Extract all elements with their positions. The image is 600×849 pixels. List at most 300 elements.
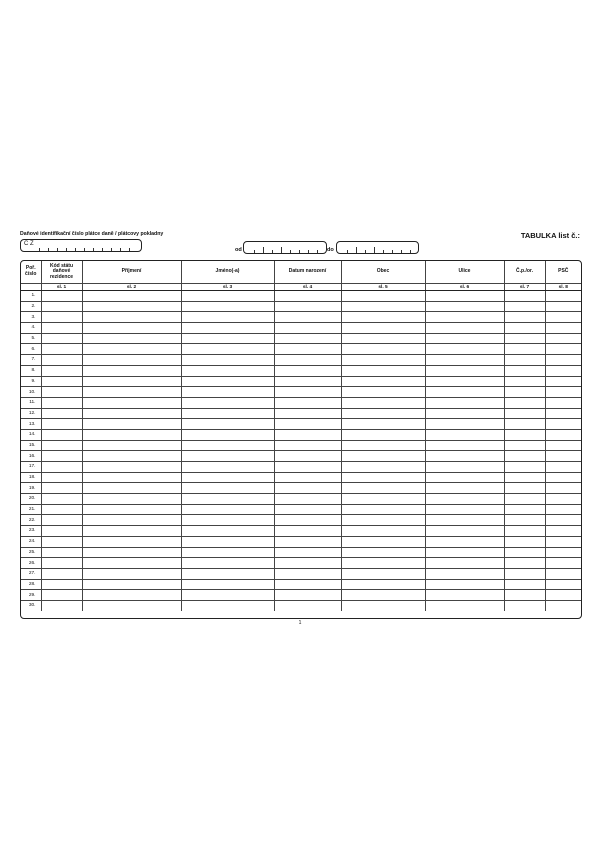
table-cell[interactable] [425,376,504,387]
table-cell[interactable] [504,451,545,462]
table-cell[interactable] [341,451,425,462]
table-cell[interactable] [41,451,82,462]
table-cell[interactable] [425,526,504,537]
table-cell[interactable] [181,301,274,312]
table-row [21,365,581,376]
table-cell[interactable] [341,429,425,440]
table-cell[interactable] [545,333,581,344]
table-cell[interactable] [425,536,504,547]
table-cell[interactable] [181,515,274,526]
table-cell[interactable] [425,547,504,558]
table-cell[interactable] [341,397,425,408]
table-cell[interactable] [425,323,504,334]
table-cell[interactable] [545,536,581,547]
table-cell[interactable] [82,312,181,323]
table-cell[interactable] [425,494,504,505]
table-cell[interactable] [545,344,581,355]
table-cell[interactable] [82,291,181,302]
table-cell[interactable] [545,558,581,569]
table-cell[interactable] [341,355,425,366]
table-cell[interactable] [41,376,82,387]
table-cell[interactable] [181,323,274,334]
table-cell[interactable] [545,568,581,579]
table-cell[interactable] [181,440,274,451]
table-cell[interactable] [425,387,504,398]
table-cell[interactable] [545,429,581,440]
table-cell[interactable] [82,547,181,558]
table-cell[interactable] [41,494,82,505]
table-row [21,429,581,440]
table-cell[interactable] [504,568,545,579]
field-tick [347,250,348,253]
table-cell[interactable] [341,504,425,515]
table-cell[interactable] [181,344,274,355]
table-cell[interactable] [425,344,504,355]
table-cell[interactable] [41,515,82,526]
table-cell[interactable] [545,483,581,494]
table-cell[interactable] [82,590,181,601]
column-number: sl. 6 [425,284,504,291]
table-cell[interactable] [181,419,274,430]
row-number: 11. [21,397,41,408]
table-cell[interactable] [545,387,581,398]
table-cell[interactable] [274,547,341,558]
table-row [21,600,581,610]
field-tick [75,248,76,251]
table-cell[interactable] [82,355,181,366]
table-cell[interactable] [41,547,82,558]
table-cell[interactable] [504,472,545,483]
table-cell[interactable] [274,365,341,376]
field-tick [299,250,300,253]
table-row [21,558,581,569]
table-row [21,472,581,483]
table-cell[interactable] [545,472,581,483]
table-cell[interactable] [341,558,425,569]
table-cell[interactable] [274,301,341,312]
table-cell[interactable] [274,462,341,473]
table-cell[interactable] [425,408,504,419]
table-cell[interactable] [41,536,82,547]
table-cell[interactable] [41,323,82,334]
table-cell[interactable] [41,590,82,601]
table-cell[interactable] [82,462,181,473]
table-cell[interactable] [545,579,581,590]
table-cell[interactable] [82,579,181,590]
table-cell[interactable] [504,376,545,387]
table-cell[interactable] [341,462,425,473]
table-cell[interactable] [274,419,341,430]
table-cell[interactable] [425,312,504,323]
table-cell[interactable] [341,536,425,547]
table-cell[interactable] [82,536,181,547]
table-cell[interactable] [545,547,581,558]
table-cell[interactable] [425,397,504,408]
table-row [21,312,581,323]
table-cell[interactable] [504,536,545,547]
table-cell[interactable] [274,451,341,462]
table-cell[interactable] [274,408,341,419]
table-cell[interactable] [274,568,341,579]
table-cell[interactable] [82,515,181,526]
table-cell[interactable] [545,526,581,537]
table-row [21,387,581,398]
table-cell[interactable] [181,291,274,302]
table-cell[interactable] [82,323,181,334]
date-to-field[interactable] [336,241,419,254]
table-cell[interactable] [504,558,545,569]
table-cell[interactable] [181,590,274,601]
table-row [21,526,581,537]
table-cell[interactable] [41,472,82,483]
table-cell[interactable] [41,504,82,515]
table-cell[interactable] [82,440,181,451]
table-cell[interactable] [341,301,425,312]
table-cell[interactable] [504,323,545,334]
table-cell[interactable] [274,344,341,355]
table-cell[interactable] [504,291,545,302]
field-tick [129,248,130,251]
table-cell[interactable] [545,440,581,451]
table-cell[interactable] [545,494,581,505]
table-cell[interactable] [504,462,545,473]
table-cell[interactable] [181,462,274,473]
column-number: sl. 2 [82,284,181,291]
table-cell[interactable] [82,451,181,462]
field-tick [383,250,384,253]
table-cell[interactable] [41,291,82,302]
table-cell[interactable] [341,291,425,302]
table-cell[interactable] [504,547,545,558]
row-number: 14. [21,429,41,440]
table-cell[interactable] [274,590,341,601]
table-cell[interactable] [41,568,82,579]
table-cell[interactable] [341,365,425,376]
field-tick [93,248,94,251]
table-cell[interactable] [504,515,545,526]
table-cell[interactable] [504,590,545,601]
row-number: 3. [21,312,41,323]
table-cell[interactable] [545,419,581,430]
table-cell[interactable] [41,579,82,590]
table-cell[interactable] [274,536,341,547]
table-cell[interactable] [504,600,545,610]
table-cell[interactable] [504,579,545,590]
table-cell[interactable] [341,472,425,483]
table-cell[interactable] [274,333,341,344]
table-cell[interactable] [341,333,425,344]
table-cell[interactable] [82,408,181,419]
table-cell[interactable] [82,429,181,440]
table-cell[interactable] [425,558,504,569]
table-cell[interactable] [82,344,181,355]
table-cell[interactable] [82,365,181,376]
table-cell[interactable] [181,387,274,398]
table-cell[interactable] [274,355,341,366]
table-cell[interactable] [82,558,181,569]
row-number: 27. [21,568,41,579]
table-cell[interactable] [425,301,504,312]
table-row [21,344,581,355]
table-cell[interactable] [82,419,181,430]
table-cell[interactable] [181,408,274,419]
row-number: 15. [21,440,41,451]
table-cell[interactable] [41,558,82,569]
row-number: 17. [21,462,41,473]
table-cell[interactable] [545,504,581,515]
row-number: 22. [21,515,41,526]
table-cell[interactable] [274,429,341,440]
table-cell[interactable] [82,333,181,344]
table-cell[interactable] [41,526,82,537]
table-cell[interactable] [82,526,181,537]
table-cell[interactable] [41,419,82,430]
table-cell[interactable] [504,397,545,408]
row-number: 10. [21,387,41,398]
table-cell[interactable] [545,291,581,302]
table-cell[interactable] [545,590,581,601]
table-cell[interactable] [425,590,504,601]
row-number: 28. [21,579,41,590]
table-cell[interactable] [181,472,274,483]
table-cell[interactable] [504,355,545,366]
dic-prefix: C Z [24,241,34,247]
table-cell[interactable] [504,494,545,505]
table-cell[interactable] [504,429,545,440]
table-row [21,323,581,334]
table-cell[interactable] [545,462,581,473]
do-label: do [327,247,334,253]
table-cell[interactable] [425,483,504,494]
table-cell[interactable] [545,397,581,408]
table-cell[interactable] [274,323,341,334]
table-cell[interactable] [181,365,274,376]
table-cell[interactable] [504,526,545,537]
row-number: 5. [21,333,41,344]
table-cell[interactable] [274,483,341,494]
table-cell[interactable] [545,312,581,323]
dic-field[interactable] [20,239,142,252]
table-cell[interactable] [274,600,341,610]
field-tick [281,247,282,253]
table-cell[interactable] [545,355,581,366]
table-cell[interactable] [274,397,341,408]
table-cell[interactable] [274,376,341,387]
table-cell[interactable] [341,440,425,451]
table-cell[interactable] [341,568,425,579]
row-number: 30. [21,600,41,610]
table-cell[interactable] [181,526,274,537]
table-cell[interactable] [545,365,581,376]
table-cell[interactable] [181,504,274,515]
column-number: sl. 8 [545,284,581,291]
table-cell[interactable] [274,579,341,590]
table-cell[interactable] [41,462,82,473]
table-cell[interactable] [504,344,545,355]
table-cell[interactable] [425,440,504,451]
table-cell[interactable] [341,483,425,494]
table-cell[interactable] [41,333,82,344]
table-cell[interactable] [425,365,504,376]
table-cell[interactable] [504,387,545,398]
table-cell[interactable] [545,323,581,334]
table-cell[interactable] [41,440,82,451]
table-cell[interactable] [545,515,581,526]
table-cell[interactable] [545,376,581,387]
table-cell[interactable] [504,504,545,515]
table-cell[interactable] [274,312,341,323]
table-cell[interactable] [425,291,504,302]
row-number: 13. [21,419,41,430]
table-cell[interactable] [181,568,274,579]
table-cell[interactable] [504,419,545,430]
table-cell[interactable] [181,333,274,344]
table-cell[interactable] [181,547,274,558]
table-cell[interactable] [504,483,545,494]
column-number [21,284,41,291]
column-header: Poř. číslo [21,261,41,284]
table-cell[interactable] [274,472,341,483]
table-cell[interactable] [274,387,341,398]
table-row [21,397,581,408]
table-cell[interactable] [425,504,504,515]
table-cell[interactable] [41,301,82,312]
table-cell[interactable] [181,397,274,408]
table-cell[interactable] [41,355,82,366]
table-cell[interactable] [41,344,82,355]
table-cell[interactable] [82,301,181,312]
table-cell[interactable] [181,376,274,387]
table-row [21,590,581,601]
table-cell[interactable] [341,547,425,558]
table-cell[interactable] [274,526,341,537]
table-cell[interactable] [41,408,82,419]
table-cell[interactable] [545,408,581,419]
table-row [21,451,581,462]
table-cell[interactable] [181,483,274,494]
field-tick [410,250,411,253]
table-cell[interactable] [341,590,425,601]
table-cell[interactable] [341,323,425,334]
table-cell[interactable] [82,504,181,515]
table-cell[interactable] [41,365,82,376]
table-cell[interactable] [504,301,545,312]
column-header: Obec [341,261,425,284]
table-row [21,494,581,505]
table-cell[interactable] [504,440,545,451]
row-number: 1. [21,291,41,302]
table-row [21,504,581,515]
table-cell[interactable] [341,387,425,398]
table-cell[interactable] [82,568,181,579]
table-cell[interactable] [545,301,581,312]
table-cell[interactable] [41,483,82,494]
table-cell[interactable] [181,429,274,440]
table-cell[interactable] [82,494,181,505]
table-cell[interactable] [504,333,545,344]
column-number: sl. 7 [504,284,545,291]
field-tick [401,250,402,253]
table-cell[interactable] [341,579,425,590]
table-cell[interactable] [425,472,504,483]
table-cell[interactable] [82,376,181,387]
table-cell[interactable] [181,579,274,590]
table-cell[interactable] [341,344,425,355]
table-cell[interactable] [341,312,425,323]
table-cell[interactable] [41,429,82,440]
table-cell[interactable] [41,387,82,398]
table-cell[interactable] [341,408,425,419]
table-row [21,419,581,430]
table-cell[interactable] [425,429,504,440]
table-cell[interactable] [274,515,341,526]
table-cell[interactable] [425,451,504,462]
table-row [21,579,581,590]
table-cell[interactable] [341,526,425,537]
table-cell[interactable] [274,494,341,505]
table-row [21,483,581,494]
table-cell[interactable] [181,600,274,610]
table-cell[interactable] [274,558,341,569]
table-cell[interactable] [341,419,425,430]
table-cell[interactable] [82,472,181,483]
table-cell[interactable] [425,462,504,473]
table-cell[interactable] [341,494,425,505]
table-cell[interactable] [425,600,504,610]
table-cell[interactable] [504,365,545,376]
column-number: sl. 5 [341,284,425,291]
date-from-field[interactable] [243,241,327,254]
table-row [21,376,581,387]
table-cell[interactable] [82,600,181,610]
table-cell[interactable] [82,387,181,398]
table-cell[interactable] [181,558,274,569]
table-cell[interactable] [181,451,274,462]
table-cell[interactable] [425,579,504,590]
table-cell[interactable] [41,397,82,408]
table-cell[interactable] [425,419,504,430]
table-cell[interactable] [82,397,181,408]
table-cell[interactable] [545,600,581,610]
table-cell[interactable] [274,440,341,451]
table-cell[interactable] [341,376,425,387]
field-tick [39,248,40,251]
table-row [21,568,581,579]
field-tick [84,248,85,251]
table-cell[interactable] [425,515,504,526]
table-cell[interactable] [274,504,341,515]
column-header: Jméno(-a) [181,261,274,284]
table-cell[interactable] [545,451,581,462]
table-cell[interactable] [504,408,545,419]
table-cell[interactable] [41,312,82,323]
table-cell[interactable] [181,536,274,547]
table-cell[interactable] [41,600,82,610]
table-cell[interactable] [181,355,274,366]
table-cell[interactable] [274,291,341,302]
table-cell[interactable] [82,483,181,494]
table-row [21,515,581,526]
table-cell[interactable] [425,568,504,579]
table-cell[interactable] [341,600,425,610]
table-cell[interactable] [181,494,274,505]
row-number: 26. [21,558,41,569]
table-cell[interactable] [341,515,425,526]
table-cell[interactable] [504,312,545,323]
table-cell[interactable] [425,333,504,344]
table-cell[interactable] [425,355,504,366]
table-cell[interactable] [181,312,274,323]
